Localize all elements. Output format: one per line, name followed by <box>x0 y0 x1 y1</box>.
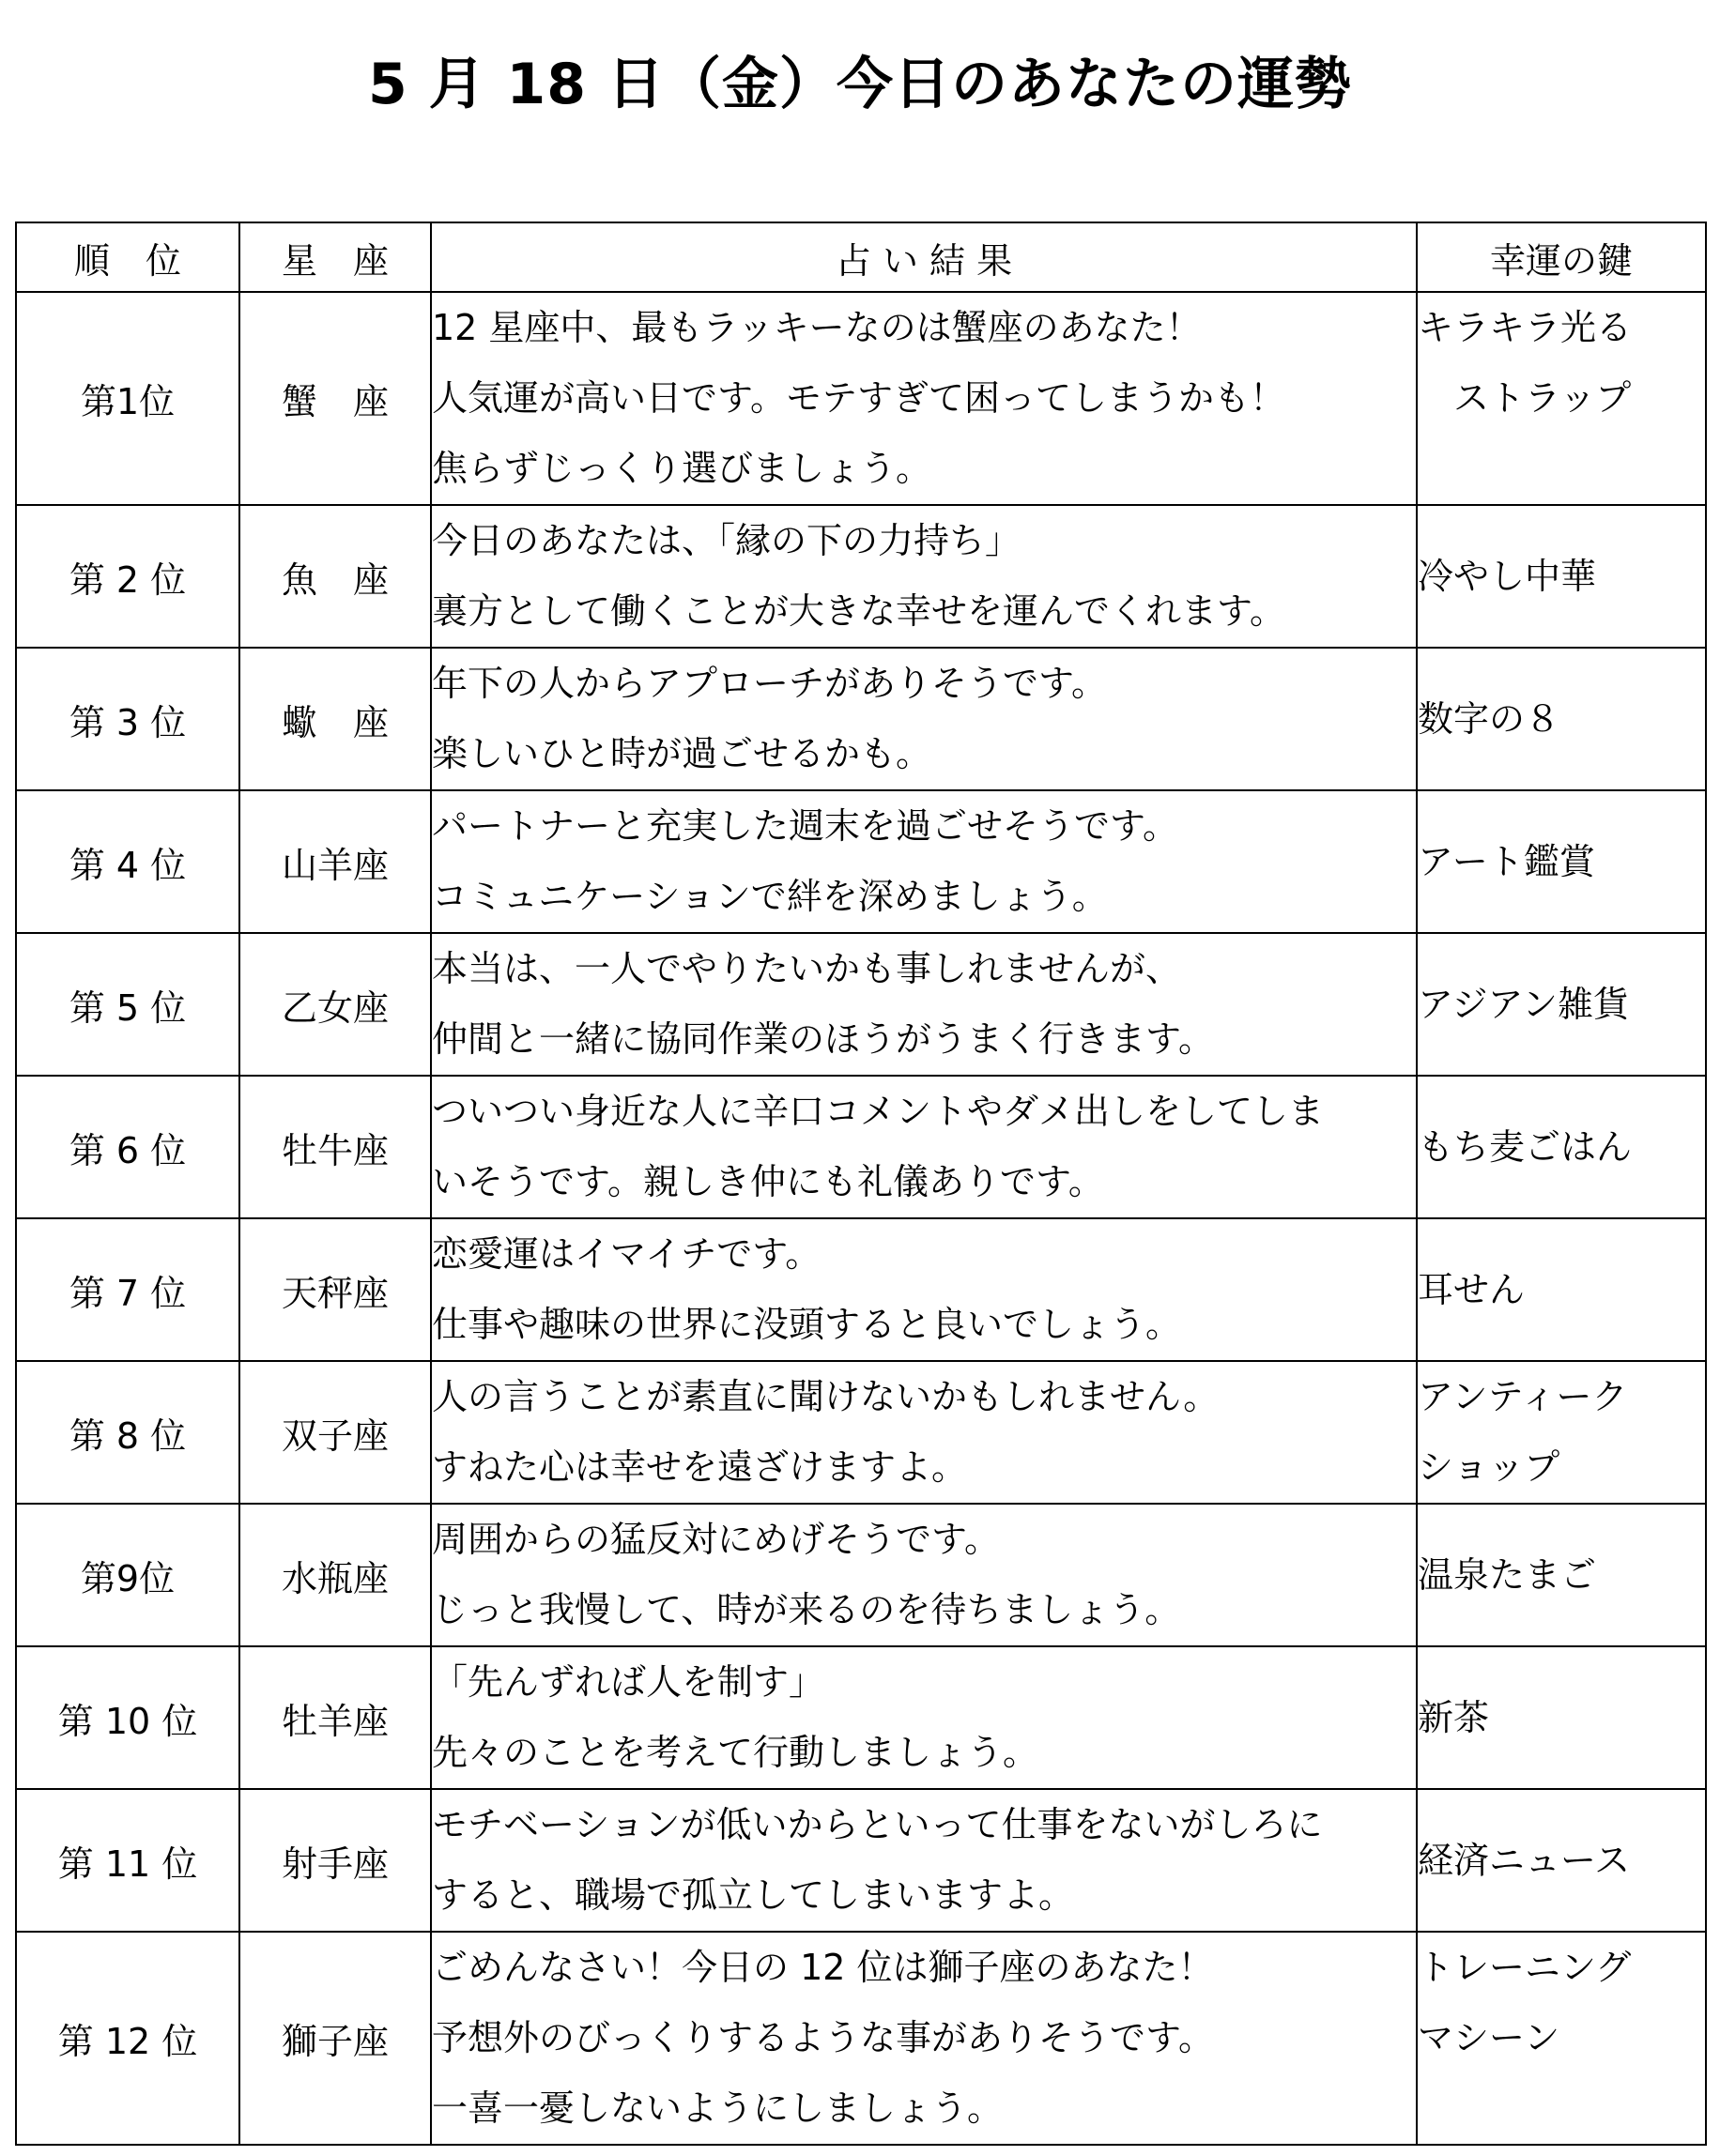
sign-cell: 射手座 <box>239 1789 431 1932</box>
result-line: 人気運が高い日です。モテすぎて困ってしまうかも！ <box>432 377 1285 419</box>
rank-cell: 第 11 位 <box>16 1789 239 1932</box>
sign-cell: 天秤座 <box>239 1218 431 1361</box>
key-cell <box>1417 1789 1706 1932</box>
result-cell <box>431 292 1417 505</box>
key-line: マシーン <box>1418 2017 1560 2058</box>
result-line: 仲間と一緒に協同作業のほうがうまく行きます。 <box>432 1018 1214 1060</box>
header-key: 幸運の鍵 <box>1417 222 1706 292</box>
result-line: 周囲からの猛反対にめげそうです。 <box>432 1519 1000 1560</box>
table-row <box>16 1932 1706 2145</box>
rank-cell: 第 8 位 <box>16 1361 239 1504</box>
key-line: 冷やし中華 <box>1418 555 1597 597</box>
table-row <box>16 1218 1706 1361</box>
result-line: 今日のあなたは、「縁の下の力持ち」 <box>432 520 1021 561</box>
result-cell <box>431 1932 1417 2145</box>
key-line: 温泉たまご <box>1418 1553 1597 1596</box>
key-line: ストラップ <box>1418 377 1632 419</box>
rank-cell: 第 2 位 <box>16 505 239 648</box>
table-row <box>16 648 1706 790</box>
result-line: 裏方として働くことが大きな幸せを運んでくれます。 <box>432 590 1285 632</box>
rank-cell: 第 10 位 <box>16 1646 239 1789</box>
rank-cell: 第 12 位 <box>16 1932 239 2145</box>
result-line: 予想外のびっくりするような事がありそうです。 <box>432 2017 1214 2058</box>
result-line: 楽しいひと時が過ごせるかも。 <box>432 733 932 774</box>
page-title: 5 月 18 日（金）今日のあなたの運勢 <box>368 52 1352 117</box>
key-cell <box>1417 1932 1706 2145</box>
table-row <box>16 292 1706 505</box>
key-line: キラキラ光る <box>1418 307 1633 348</box>
key-line: アジアン雑貨 <box>1418 983 1629 1025</box>
result-cell <box>431 648 1417 790</box>
result-line: ごめんなさい！今日の 12 位は獅子座のあなた！ <box>432 1947 1214 1988</box>
table-row <box>16 1361 1706 1504</box>
key-line: ショップ <box>1418 1446 1560 1488</box>
result-line: 12 星座中、最もラッキーなのは蟹座のあなた！ <box>432 307 1202 348</box>
result-cell <box>431 1646 1417 1789</box>
result-line: ついつい身近な人に辛口コメントやダメ出しをしてしま <box>432 1091 1325 1132</box>
result-line: じっと我慢して、時が来るのを待ちましょう。 <box>432 1589 1181 1630</box>
header-rank: 順 位 <box>16 222 239 292</box>
result-line: 恋愛運はイマイチです。 <box>432 1233 822 1275</box>
result-cell <box>431 1218 1417 1361</box>
key-line: もち麦ごはん <box>1418 1125 1633 1168</box>
result-line: パートナーと充実した週末を過ごせそうです。 <box>432 805 1178 847</box>
fortune-table <box>15 222 1707 2146</box>
key-line: アンティーク <box>1418 1376 1628 1417</box>
sign-cell: 蟹 座 <box>239 292 431 505</box>
result-line: 焦らずじっくり選びましょう。 <box>432 448 932 489</box>
key-cell <box>1417 1361 1706 1504</box>
rank-cell: 第 4 位 <box>16 790 239 933</box>
result-cell <box>431 790 1417 933</box>
key-cell <box>1417 292 1706 505</box>
sign-cell: 双子座 <box>239 1361 431 1504</box>
rank-cell: 第1位 <box>16 292 239 505</box>
sign-cell: 山羊座 <box>239 790 431 933</box>
key-cell <box>1417 505 1706 648</box>
sign-cell: 蠍 座 <box>239 648 431 790</box>
key-line: 数字の８ <box>1418 697 1561 740</box>
sign-cell: 獅子座 <box>239 1932 431 2145</box>
key-line: 耳せん <box>1418 1268 1526 1310</box>
table-row <box>16 1504 1706 1646</box>
sign-cell: 牡羊座 <box>239 1646 431 1789</box>
table-row <box>16 1646 1706 1789</box>
result-line: 人の言うことが素直に聞けないかもしれません。 <box>432 1376 1220 1417</box>
key-cell <box>1417 1646 1706 1789</box>
result-line: 先々のことを考えて行動しましょう。 <box>432 1732 1039 1773</box>
table-row <box>16 790 1706 933</box>
sign-cell: 魚 座 <box>239 505 431 648</box>
result-line: 「先んずれば人を制す」 <box>432 1661 825 1703</box>
result-line: 一喜一憂しないようにしましょう。 <box>432 2087 1004 2129</box>
key-line: 新茶 <box>1418 1696 1490 1738</box>
table-row <box>16 933 1706 1076</box>
key-line: アート鑑賞 <box>1418 840 1595 882</box>
result-line: 仕事や趣味の世界に没頭すると良いでしょう。 <box>432 1304 1182 1345</box>
result-cell <box>431 1361 1417 1504</box>
key-cell <box>1417 648 1706 790</box>
sign-cell: 乙女座 <box>239 933 431 1076</box>
key-line: 経済ニュース <box>1418 1839 1631 1881</box>
table-row <box>16 1789 1706 1932</box>
key-cell <box>1417 790 1706 933</box>
result-cell <box>431 505 1417 648</box>
rank-cell: 第 7 位 <box>16 1218 239 1361</box>
result-cell <box>431 1504 1417 1646</box>
sign-cell: 水瓶座 <box>239 1504 431 1646</box>
table-row <box>16 505 1706 648</box>
header-sign: 星 座 <box>239 222 431 292</box>
sign-cell: 牡牛座 <box>239 1076 431 1218</box>
result-cell <box>431 1789 1417 1932</box>
header-result: 占 い 結 果 <box>431 222 1417 292</box>
result-cell <box>431 933 1417 1076</box>
key-cell <box>1417 933 1706 1076</box>
key-line: トレーニング <box>1418 1947 1632 1988</box>
table-row <box>16 1076 1706 1218</box>
key-cell <box>1417 1504 1706 1646</box>
result-line: コミュニケーションで絆を深めましょう。 <box>432 876 1108 917</box>
result-line: すると、職場で孤立してしまいますよ。 <box>432 1874 1075 1916</box>
result-line: 年下の人からアプローチがありそうです。 <box>432 663 1107 704</box>
result-cell <box>431 1076 1417 1218</box>
result-line: 本当は、一人でやりたいかも事しれませんが、 <box>432 948 1182 989</box>
result-line: すねた心は幸せを遠ざけますよ。 <box>432 1446 968 1488</box>
key-cell <box>1417 1076 1706 1218</box>
rank-cell: 第9位 <box>16 1504 239 1646</box>
result-line: モチベーションが低いからといって仕事をないがしろに <box>432 1804 1323 1845</box>
table-header-row <box>16 222 1706 292</box>
result-line: いそうです。親しき仲にも礼儀ありです。 <box>432 1161 1104 1202</box>
rank-cell: 第 6 位 <box>16 1076 239 1218</box>
rank-cell: 第 5 位 <box>16 933 239 1076</box>
key-cell <box>1417 1218 1706 1361</box>
rank-cell: 第 3 位 <box>16 648 239 790</box>
